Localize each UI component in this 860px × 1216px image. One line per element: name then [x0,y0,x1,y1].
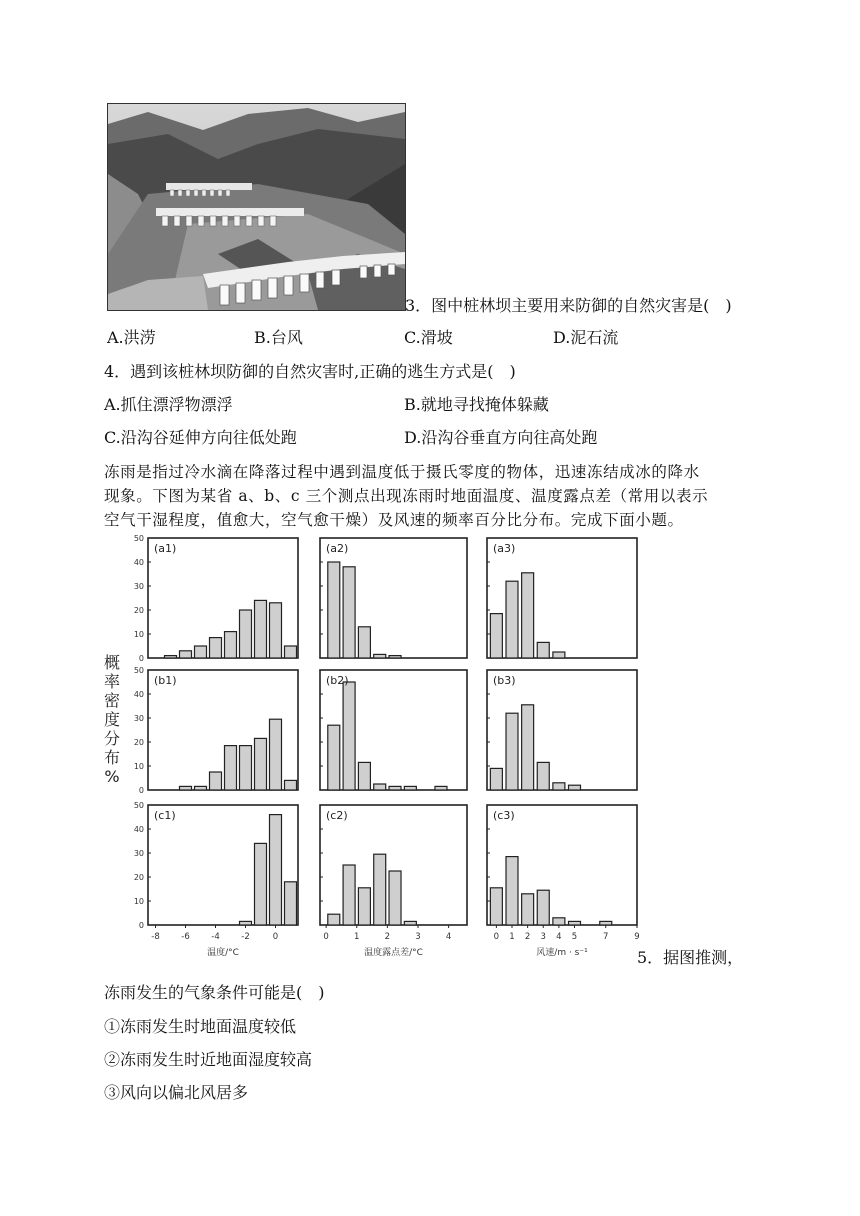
y-axis-label-char: 概 [103,653,121,672]
y-tick-label: 20 [133,738,144,747]
bar [328,562,340,658]
bar [374,654,386,658]
bar [225,746,237,790]
bar [358,627,370,658]
bar [328,914,340,925]
q3-stem: 3．图中桩林坝主要用来防御的自然灾害是( ) [405,296,732,315]
panel-a2 [320,538,467,658]
panel-label: (a2) [326,542,349,555]
bar [255,738,267,790]
y-tick-label: 40 [133,690,144,699]
bar [569,785,581,790]
bar [240,746,252,790]
bar [285,646,297,658]
bar [506,581,518,658]
bar [389,656,401,658]
bar [180,651,192,658]
q4-stem: 4．遇到该桩林坝防御的自然灾害时,正确的逃生方式是( ) [104,362,516,381]
panel-label: (b3) [493,674,516,687]
bar [210,772,222,790]
bar [553,652,565,658]
q4-option-d[interactable]: D.沿沟谷垂直方向往高处跑 [404,428,598,447]
bar [270,719,282,790]
q5-item-2[interactable]: ②冻雨发生时近地面湿度较高 [104,1050,313,1069]
panel-label: (c1) [154,809,176,822]
check-dam-photo [107,103,406,311]
panel-label: (b2) [326,674,349,687]
bar [435,786,447,790]
y-tick-label: 0 [138,786,144,795]
bar [569,921,581,925]
bar [343,865,355,925]
bar [389,786,401,790]
y-axis-label-char: 密 [103,691,121,710]
x-tick-label: 4 [445,932,452,942]
panel-b3 [487,670,637,790]
panel-label: (b1) [154,674,177,687]
bar [255,600,267,658]
x-tick-label: 3 [540,932,546,942]
bar [490,614,502,658]
y-tick-label: 0 [138,654,144,663]
panel-label: (c3) [493,809,515,822]
panel-frame [320,538,467,658]
bar [537,762,549,790]
bar [506,713,518,790]
panel-c3 [487,805,640,958]
bar [195,786,207,790]
bar [180,786,192,790]
y-tick-label: 10 [133,762,144,771]
x-tick-label: 1 [509,932,515,942]
panel-c2 [320,805,467,958]
bar [270,603,282,658]
panel-frame [320,670,467,790]
y-axis-label-char: % [104,767,120,786]
y-axis-label-char: 率 [103,672,121,691]
y-tick-label: 10 [133,630,144,639]
y-tick-label: 40 [133,558,144,567]
bar [343,567,355,658]
bar [537,642,549,658]
y-tick-label: 50 [133,666,144,675]
bar [358,762,370,790]
q5-item-3[interactable]: ③风向以偏北风居多 [104,1083,249,1102]
y-tick-label: 30 [133,582,144,591]
q5-stem-part2: 冻雨发生的气象条件可能是( ) [104,983,325,1002]
x-tick-label: 5 [571,932,578,942]
bar [270,815,282,925]
y-tick-label: 40 [133,825,144,834]
q4-option-b[interactable]: B.就地寻找掩体躲藏 [404,395,549,414]
bar [522,573,534,658]
y-tick-label: 30 [133,849,144,858]
intro-paragraph [104,460,754,532]
bar [600,921,612,925]
bar [328,725,340,790]
bar [285,780,297,790]
y-axis-label-char: 分 [103,729,121,748]
bar [553,783,565,790]
intro-line-1: 冻雨是指过冷水滴在降落过程中遇到温度低于摄氏零度的物体，迅速冻结成冰的降水 [104,463,700,481]
x-tick-label: -4 [211,932,220,942]
q3-option-d[interactable]: D.泥石流 [553,328,619,347]
bar [225,632,237,658]
bar [374,854,386,925]
bar [553,918,565,925]
y-tick-label: 20 [133,873,144,882]
bar [255,843,267,925]
x-axis-label: 温度/°C [207,948,239,958]
bar [537,890,549,925]
y-tick-label: 20 [133,606,144,615]
bar [522,705,534,790]
q3-option-b[interactable]: B.台风 [254,328,303,347]
bar [285,882,297,925]
bar [404,921,416,925]
bar [240,921,252,925]
panel-label: (a3) [493,542,516,555]
panel-label: (c2) [326,809,348,822]
y-axis-label [104,653,120,786]
intro-line-3: 空气干湿程度，值愈大，空气愈干燥）及风速的频率百分比分布。完成下面小题。 [104,511,684,529]
panel-a1 [134,534,298,663]
x-tick-label: 0 [323,932,329,942]
y-tick-label: 10 [133,897,144,906]
y-tick-label: 30 [133,714,144,723]
q3-option-a[interactable]: A.洪涝 [107,328,156,347]
panel-c1 [134,801,298,958]
y-axis-label-char: 度 [103,710,121,729]
y-tick-label: 50 [133,534,144,543]
y-axis-label-char: 布 [103,748,121,767]
bar [506,857,518,925]
x-tick-label: 2 [384,932,391,942]
x-tick-label: 3 [415,932,421,942]
bar [490,768,502,790]
bar [522,894,534,925]
x-tick-label: 0 [493,932,500,942]
x-axis-label: 温度露点差/°C [364,948,423,958]
q4-option-a[interactable]: A.抓住漂浮物漂浮 [104,395,233,414]
bar [389,871,401,925]
panel-a3 [487,538,637,658]
bar [240,610,252,658]
q3-option-c[interactable]: C.滑坡 [404,328,453,347]
bar [358,888,370,925]
freezing-rain-histograms [100,530,640,965]
bar [165,656,177,658]
x-axis-label: 风速/m · s⁻¹ [536,948,588,958]
y-tick-label: 50 [133,801,144,810]
panel-b2 [320,670,467,790]
x-tick-label: 1 [354,932,360,942]
x-tick-label: 2 [524,932,531,942]
bar [195,646,207,658]
x-tick-label: 4 [556,932,562,942]
x-tick-label: 7 [603,932,609,942]
q5-item-1[interactable]: ①冻雨发生时地面温度较低 [104,1017,297,1036]
intro-line-2: 现象。下图为某省 a、b、c 三个测点出现冻雨时地面温度、温度露点差（常用以表示 [104,487,709,505]
x-tick-label: -2 [241,932,250,942]
q4-option-c[interactable]: C.沿沟谷延伸方向往低处跑 [104,428,297,447]
x-tick-label: 0 [272,932,279,942]
x-tick-label: 9 [634,932,640,942]
panel-b1 [134,666,298,795]
panel-label: (a1) [154,542,177,555]
bar [210,638,222,658]
y-tick-label: 0 [138,921,144,930]
q5-stem-part1: 5．据图推测， [637,948,744,967]
bar [490,888,502,925]
bar [374,784,386,790]
x-tick-label: -8 [151,932,160,942]
bar [404,786,416,790]
bar [343,682,355,790]
x-tick-label: -6 [181,932,190,942]
